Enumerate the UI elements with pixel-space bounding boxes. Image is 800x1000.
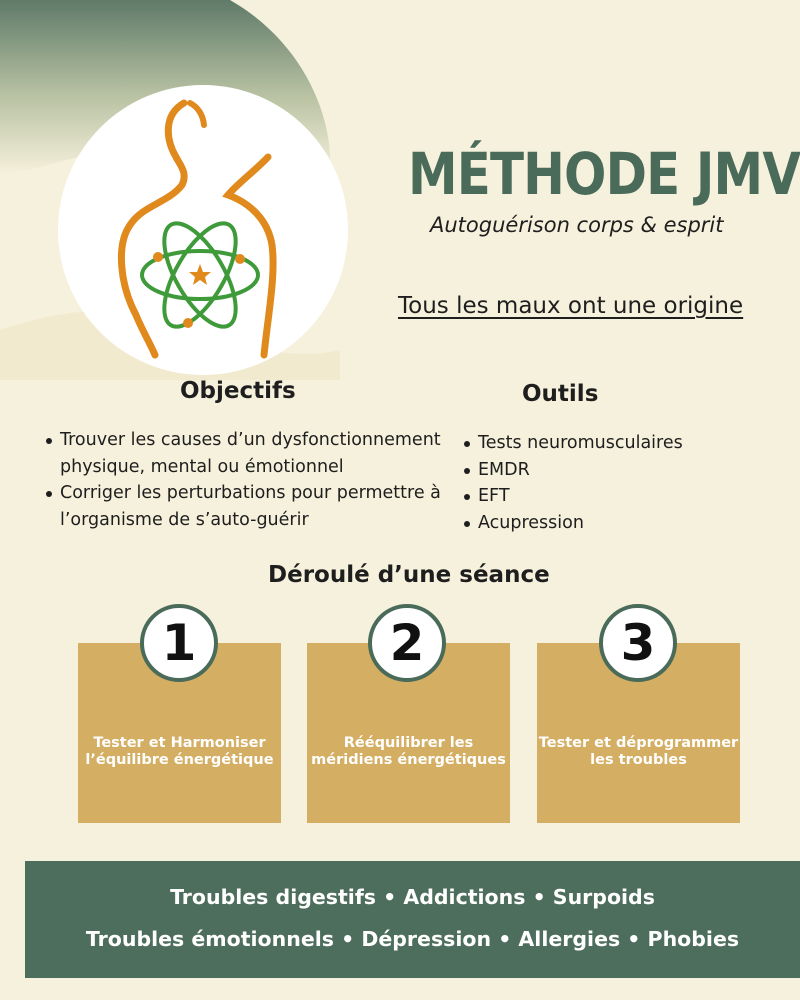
tagline: Tous les maux ont une origine xyxy=(398,293,744,319)
body-atom-logo-icon xyxy=(58,85,348,375)
footer-band xyxy=(25,861,800,978)
objectifs-heading: Objectifs xyxy=(180,378,296,404)
list-item: Acupression xyxy=(462,510,782,537)
outils-heading: Outils xyxy=(522,381,599,407)
list-item: Corriger les perturbations pour permettre à l’organisme de s’auto-guérir xyxy=(44,480,444,533)
page-title: MÉTHODE JMV xyxy=(408,140,800,208)
footer-line: Troubles digestifs • Addictions • Surpoids xyxy=(170,885,655,909)
list-item: EMDR xyxy=(462,457,782,484)
footer-line: Troubles émotionnels • Dépression • Allergies • Phobies xyxy=(85,927,740,951)
page-subtitle: Autoguérison corps & esprit xyxy=(430,213,724,237)
objectifs-list xyxy=(44,427,444,533)
step-number-badge: 1 xyxy=(140,604,218,682)
seance-heading: Déroulé d’une séance xyxy=(268,562,550,588)
list-item: Tests neuromusculaires xyxy=(462,430,782,457)
step-text: Tester et déprogrammer les troubles xyxy=(538,735,739,768)
step-text: Tester et Harmoniser l’équilibre énergétique xyxy=(85,735,274,768)
list-item: EFT xyxy=(462,483,782,510)
outils-list xyxy=(462,430,782,536)
list-item: Trouver les causes d’un dysfonctionnement physique, mental ou émotionnel xyxy=(44,427,444,480)
step-text: Rééquilibrer les méridiens énergétiques xyxy=(311,735,506,768)
step-number-badge: 3 xyxy=(599,604,677,682)
step-number-badge: 2 xyxy=(368,604,446,682)
